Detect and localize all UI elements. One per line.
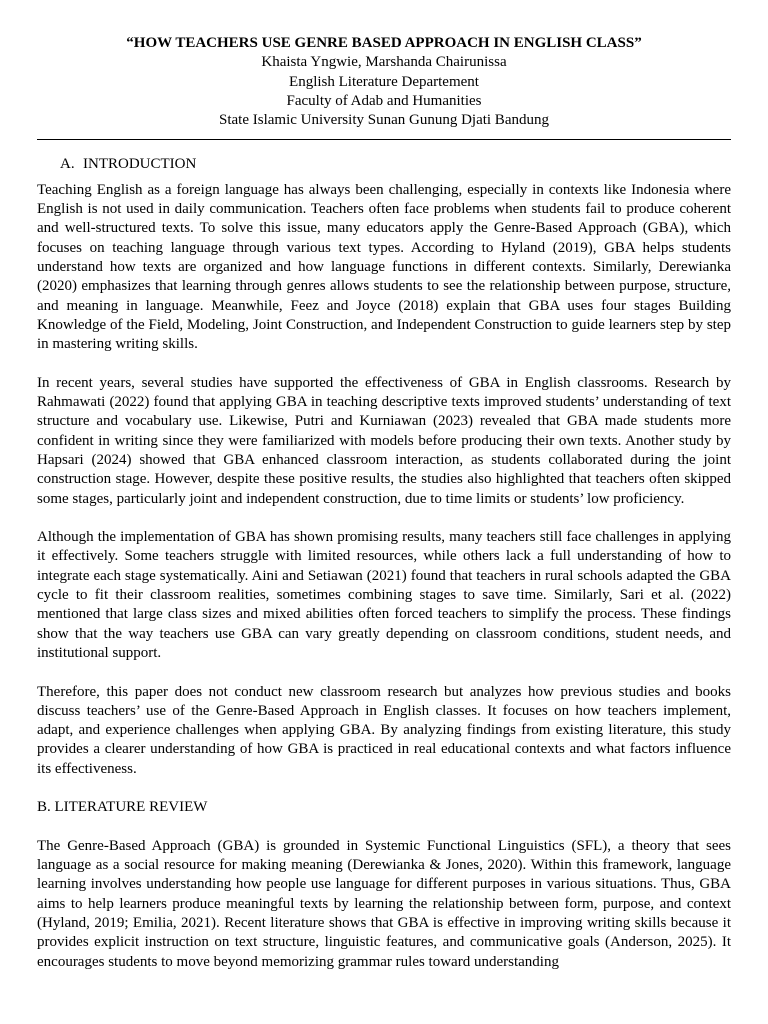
section-b-heading: B. LITERATURE REVIEW xyxy=(37,799,208,816)
paragraph: Although the implementation of GBA has shown promising results, many teachers still face challenges in applying it effectively. Some teachers struggle with limited resources, while others lack a full understanding of how to integrate each stage systematically. Aini and Setiawan (2021) found that teachers in rural schools adapted the GBA cycle to fit their classroom realities, sometimes combining stages to save time. Similarly, Sari et al. (2022) mentioned that large class sizes and mixed abilities often forced teachers to simplify the process. These findings show that the way teachers use GBA can vary greatly depending on classroom conditions, student needs, and institutional support. xyxy=(37,529,731,661)
paragraph: The Genre-Based Approach (GBA) is grounded in Systemic Functional Linguistics (SFL), a theory that sees language as a social resource for making meaning (Derewianka & Jones, 2020). Within this framework, language learning involves understanding how people use language for different purposes in various situations. Thus, GBA aims to help learners produce meaningful texts by learning the relationship between form, purpose, and context (Hyland, 2019; Emilia, 2021). Recent literature shows that GBA is effective in improving writing skills because it provides explicit instruction on text structure, linguistic features, and communicative goals (Anderson, 2025). It encourages students to move beyond memorizing grammar rules toward understanding xyxy=(37,837,731,970)
author-names: Khaista Yngwie, Marshanda Chairunissa xyxy=(261,54,507,71)
paragraph: Therefore, this paper does not conduct new classroom research but analyzes how previous studies and books discuss teachers’ use of the Genre-Based Approach in English classes. It focuses on how teachers implement, adapt, and experience challenges when applying GBA. By analyzing findings from existing literature, this study provides a clearer understanding of how GBA is practiced in real educational contexts and what factors influence its effectiveness. xyxy=(37,683,731,777)
header-divider xyxy=(37,139,731,140)
paper-header xyxy=(37,34,731,130)
section-a-title: INTRODUCTION xyxy=(83,156,197,173)
document-page xyxy=(37,34,731,972)
department-name: English Literature Departement xyxy=(289,73,479,90)
paragraph: Teaching English as a foreign language has always been challenging, especially in contexts like Indonesia where English is not used in daily communication. Teachers often face problems when students fail to produce coherent and well-structured texts. To solve this issue, many educators apply the Genre-Based Approach (GBA), which focuses on teaching language through various text types. According to Hyland (2019), GBA helps students understand how texts are organized and how language functions in different contexts. Similarly, Derewianka (2020) emphasizes that learning through genres allows students to see the relationship between purpose, structure, and meaning in language. Meanwhile, Feez and Joyce (2018) explain that GBA uses four stages Building Knowledge of the Field, Modeling, Joint Construction, and Independent Construction to guide learners step by step in mastering writing skills. xyxy=(37,181,731,353)
university-name: State Islamic University Sunan Gunung Djati Bandung xyxy=(219,112,549,129)
section-a-heading xyxy=(37,155,731,174)
paragraph: In recent years, several studies have supported the effectiveness of GBA in English classrooms. Research by Rahmawati (2022) found that applying GBA in teaching descriptive texts improved students’ understanding of text structure and vocabulary use. Likewise, Putri and Kurniawan (2023) revealed that GBA made students more confident in writing since they were familiarized with models before producing their own texts. Another study by Hapsari (2024) showed that GBA enhanced classroom interaction, as students collaborated during the joint construction stage. However, despite these positive results, the studies also highlighted that teachers often skipped some stages, particularly joint and independent construction, due to time limits or students’ low proficiency. xyxy=(37,374,731,507)
faculty-name: Faculty of Adab and Humanities xyxy=(286,92,482,109)
section-a-number: A. xyxy=(60,156,75,173)
paper-title: “HOW TEACHERS USE GENRE BASED APPROACH IN ENGLISH CLASS” xyxy=(126,35,642,51)
